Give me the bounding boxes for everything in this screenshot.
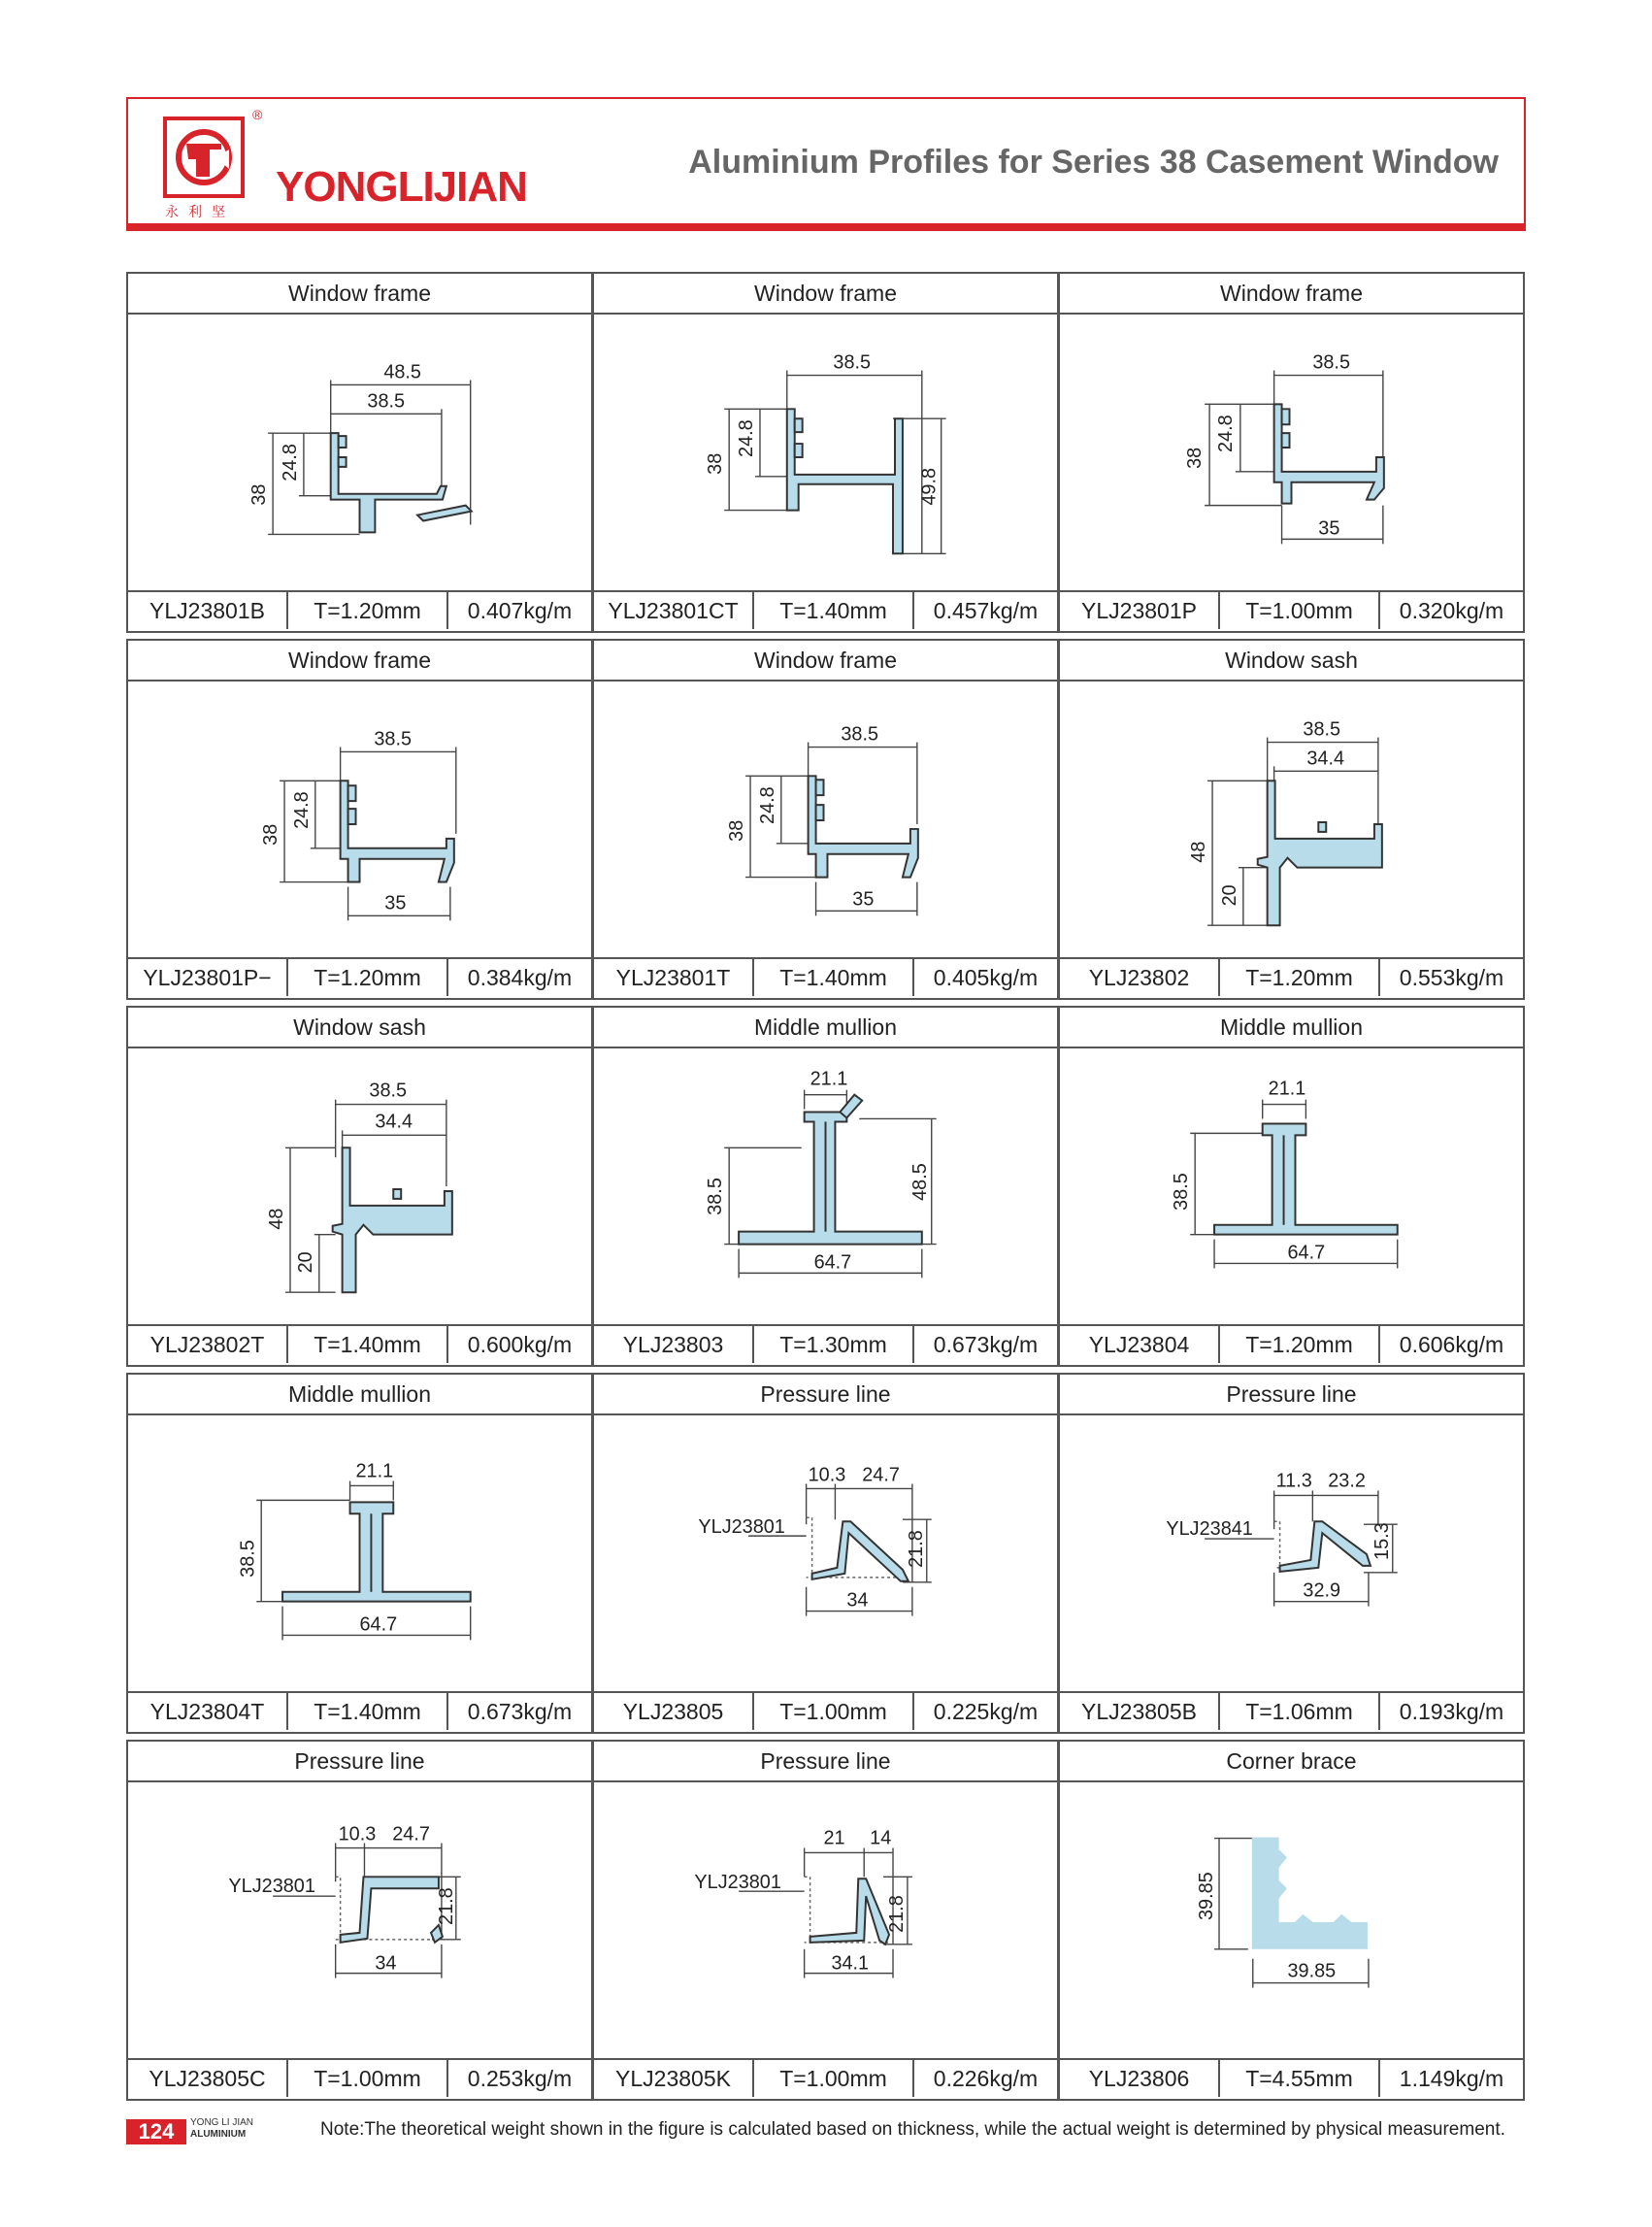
dim-label: 24.8 (736, 419, 758, 457)
dim-label: 34.1 (831, 1952, 870, 1975)
profile-card (592, 1373, 1059, 1734)
dim-label: 38.5 (374, 728, 413, 750)
dim-label: 10.3 (808, 1464, 846, 1486)
profile-card (126, 1006, 593, 1367)
profile-card (592, 1006, 1059, 1367)
profile-title: Window sash (1060, 641, 1523, 681)
profile-drawing (594, 1047, 1057, 1326)
profile-title: Window frame (128, 641, 591, 681)
profile-code: YLJ23801P (1060, 592, 1220, 629)
dim-label: 64.7 (359, 1613, 398, 1636)
profile-title: Middle mullion (1060, 1008, 1523, 1048)
profile-thickness: T=1.40mm (288, 1693, 448, 1730)
footer-brand (190, 2117, 253, 2141)
profile-code: YLJ23802 (1060, 959, 1220, 996)
profile-title: Window sash (128, 1008, 591, 1048)
profile-code: YLJ23801P− (128, 959, 288, 996)
profile-row (126, 639, 1526, 1006)
profile-spec (128, 590, 591, 631)
dim-label: 38.5 (841, 723, 879, 746)
dim-label: 34 (846, 1589, 869, 1612)
dim-label: 48 (1188, 841, 1210, 863)
profile-thickness: T=1.40mm (288, 1326, 448, 1363)
reference-profile-label: YLJ23801 (694, 1872, 781, 1894)
profile-title: Corner brace (1060, 1742, 1523, 1782)
dim-label: 38.5 (367, 390, 406, 413)
profile-card (126, 1740, 593, 2101)
profile-card (592, 272, 1059, 633)
profile-thickness: T=1.40mm (754, 592, 914, 629)
profile-drawing (128, 1047, 591, 1326)
dim-label: 64.7 (1287, 1242, 1326, 1264)
dim-label: 38 (1184, 447, 1206, 469)
profile-row (126, 1373, 1526, 1740)
profile-thickness: T=1.20mm (288, 959, 448, 996)
profile-code: YLJ23805K (594, 2060, 754, 2097)
dim-label: 39.85 (1287, 1960, 1337, 1982)
profile-title: Middle mullion (128, 1375, 591, 1415)
profile-card (592, 639, 1059, 1000)
dim-label: 21.1 (1268, 1078, 1306, 1100)
profile-card (1058, 1740, 1525, 2101)
profile-card (1058, 639, 1525, 1000)
profile-code: YLJ23801CT (594, 592, 754, 629)
profile-drawing (594, 1413, 1057, 1693)
profile-drawing (128, 1413, 591, 1693)
profile-title: Pressure line (1060, 1375, 1523, 1415)
dim-label: 21.8 (435, 1887, 457, 1925)
profile-thickness: T=1.20mm (288, 592, 448, 629)
profile-row (126, 1740, 1526, 2107)
profile-code: YLJ23805 (594, 1693, 754, 1730)
dim-label: 23.2 (1328, 1470, 1366, 1492)
profile-thickness: T=1.00mm (1220, 592, 1380, 629)
profile-spec (1060, 2058, 1523, 2099)
profile-spec (1060, 590, 1523, 631)
profile-card (126, 272, 593, 633)
dim-label: 38 (260, 823, 282, 846)
profile-title: Pressure line (594, 1375, 1057, 1415)
dim-label: 38 (248, 483, 271, 506)
profile-code: YLJ23804 (1060, 1326, 1220, 1363)
profile-weight: 0.193kg/m (1399, 1699, 1504, 1724)
profile-spec (128, 1324, 591, 1365)
dim-label: 38.5 (237, 1540, 259, 1578)
profile-drawing (1060, 313, 1523, 592)
profile-spec (594, 1324, 1057, 1365)
dim-label: 32.9 (1303, 1579, 1341, 1602)
page-title: Aluminium Profiles for Series 38 Casement Window (688, 144, 1499, 181)
profile-thickness: T=1.00mm (754, 2060, 914, 2097)
profile-code: YLJ23803 (594, 1326, 754, 1363)
profile-card (1058, 272, 1525, 633)
profile-code: YLJ23801B (128, 592, 288, 629)
dim-label: 14 (870, 1827, 892, 1849)
profile-spec (1060, 1691, 1523, 1732)
brand-chinese-name: 永利坚 (165, 205, 235, 220)
profile-weight: 0.253kg/m (467, 2066, 573, 2091)
profile-code: YLJ23801T (594, 959, 754, 996)
profile-card (592, 1740, 1059, 2101)
profile-code: YLJ23806 (1060, 2060, 1220, 2097)
profile-code: YLJ23804T (128, 1693, 288, 1730)
reference-profile-label: YLJ23801 (698, 1516, 785, 1539)
page-header (126, 97, 1526, 231)
profile-weight: 0.606kg/m (1399, 1332, 1504, 1357)
profile-weight: 0.405kg/m (933, 965, 1039, 990)
profile-weight: 0.320kg/m (1399, 598, 1504, 623)
profile-drawing (1060, 1413, 1523, 1693)
dim-label: 11.3 (1275, 1470, 1312, 1492)
profile-thickness: T=1.20mm (1220, 1326, 1380, 1363)
dim-label: 24.7 (862, 1464, 900, 1486)
profile-drawing (1060, 1780, 1523, 2060)
profile-spec (128, 2058, 591, 2099)
profile-title: Pressure line (594, 1742, 1057, 1782)
brand-logo (163, 116, 245, 198)
profile-title: Window frame (594, 641, 1057, 681)
profile-title: Window frame (594, 274, 1057, 315)
profile-weight: 0.384kg/m (467, 965, 573, 990)
dim-label: 10.3 (338, 1823, 377, 1845)
profile-drawing (128, 680, 591, 959)
profile-spec (1060, 1324, 1523, 1365)
profile-weight: 1.149kg/m (1399, 2066, 1504, 2091)
profile-thickness: T=1.40mm (754, 959, 914, 996)
dim-label: 34 (375, 1952, 397, 1975)
profile-spec (594, 957, 1057, 998)
dim-label: 21.1 (809, 1068, 848, 1090)
reference-profile-label: YLJ23841 (1166, 1518, 1253, 1541)
profile-card (1058, 1373, 1525, 1734)
profile-weight: 0.226kg/m (933, 2066, 1039, 2091)
profile-spec (594, 590, 1057, 631)
profile-drawing (128, 1780, 591, 2060)
profile-row (126, 1006, 1526, 1373)
reference-profile-label: YLJ23801 (228, 1876, 315, 1898)
profile-weight: 0.225kg/m (933, 1699, 1039, 1724)
dim-label: 15.3 (1371, 1522, 1393, 1560)
dim-label: 64.7 (813, 1251, 852, 1274)
page-number: 124 (126, 2119, 186, 2144)
profile-weight: 0.673kg/m (933, 1332, 1039, 1357)
profile-code: YLJ23805B (1060, 1693, 1220, 1730)
profile-card (126, 1373, 593, 1734)
profile-weight: 0.553kg/m (1399, 965, 1504, 990)
dim-label: 24.8 (1214, 415, 1237, 452)
dim-label: 21.8 (885, 1895, 908, 1933)
dim-label: 20 (294, 1251, 316, 1274)
dim-label: 24.7 (392, 1823, 430, 1845)
profile-weight: 0.673kg/m (467, 1699, 573, 1724)
dim-label: 38 (705, 452, 727, 475)
profile-thickness: T=1.00mm (288, 2060, 448, 2097)
profile-thickness: T=1.06mm (1220, 1693, 1380, 1730)
profile-spec (594, 1691, 1057, 1732)
profile-weight: 0.457kg/m (933, 598, 1039, 623)
profile-grid (126, 272, 1526, 2107)
profile-thickness: T=4.55mm (1220, 2060, 1380, 2097)
dim-label: 38.5 (1303, 718, 1341, 741)
footer-brand-top: YONG LI JIAN (190, 2117, 254, 2128)
profile-spec (594, 2058, 1057, 2099)
dim-label: 24.8 (290, 791, 313, 829)
profile-drawing (594, 313, 1057, 592)
profile-thickness: T=1.20mm (1220, 959, 1380, 996)
dim-label: 38.5 (705, 1178, 727, 1215)
dim-label: 49.8 (918, 467, 941, 506)
profile-weight: 0.600kg/m (467, 1332, 573, 1357)
profile-code: YLJ23805C (128, 2060, 288, 2097)
dim-label: 20 (1218, 884, 1240, 907)
profile-drawing (128, 313, 591, 592)
profile-thickness: T=1.00mm (754, 1693, 914, 1730)
dim-label: 38.5 (1171, 1173, 1193, 1211)
profile-title: Window frame (128, 274, 591, 315)
dim-label: 48.5 (383, 361, 421, 383)
profile-card (1058, 1006, 1525, 1367)
dim-label: 38.5 (369, 1080, 408, 1102)
profile-thickness: T=1.30mm (754, 1326, 914, 1363)
dim-label: 21 (823, 1827, 845, 1849)
profile-title: Middle mullion (594, 1008, 1057, 1048)
dim-label: 38.5 (833, 351, 872, 374)
profile-drawing (1060, 1047, 1523, 1326)
profile-drawing (1060, 680, 1523, 959)
profile-spec (1060, 957, 1523, 998)
profile-spec (128, 957, 591, 998)
dim-label: 24.8 (756, 786, 778, 824)
brand-name: YONGLIJIAN (276, 163, 527, 211)
dim-label: 38.5 (1312, 351, 1351, 374)
profile-drawing (594, 1780, 1057, 2060)
dim-label: 35 (384, 892, 407, 914)
dim-label: 34.4 (1306, 748, 1345, 770)
dim-label: 24.8 (279, 444, 301, 482)
profile-drawing (594, 680, 1057, 959)
footer-note: Note:The theoretical weight shown in the figure is calculated based on thickness, while the actual weight is determined by physical measurement. (320, 2119, 1505, 2140)
profile-code: YLJ23802T (128, 1326, 288, 1363)
profile-title: Window frame (1060, 274, 1523, 315)
dim-label: 35 (1318, 517, 1340, 540)
profile-spec (128, 1691, 591, 1732)
dim-label: 21.8 (905, 1530, 927, 1568)
dim-label: 38 (726, 819, 748, 842)
dim-label: 34.4 (375, 1111, 413, 1133)
dim-label: 48 (266, 1208, 288, 1230)
profile-weight: 0.407kg/m (467, 598, 573, 623)
profile-row (126, 272, 1526, 639)
registered-mark: ® (252, 107, 263, 122)
footer-brand-bottom: ALUMINIUM (190, 2129, 247, 2140)
dim-label: 39.85 (1196, 1872, 1218, 1920)
dim-label: 48.5 (909, 1163, 931, 1201)
profile-title: Pressure line (128, 1742, 591, 1782)
profile-card (126, 639, 593, 1000)
dim-label: 35 (852, 888, 875, 911)
dim-label: 21.1 (355, 1460, 394, 1482)
